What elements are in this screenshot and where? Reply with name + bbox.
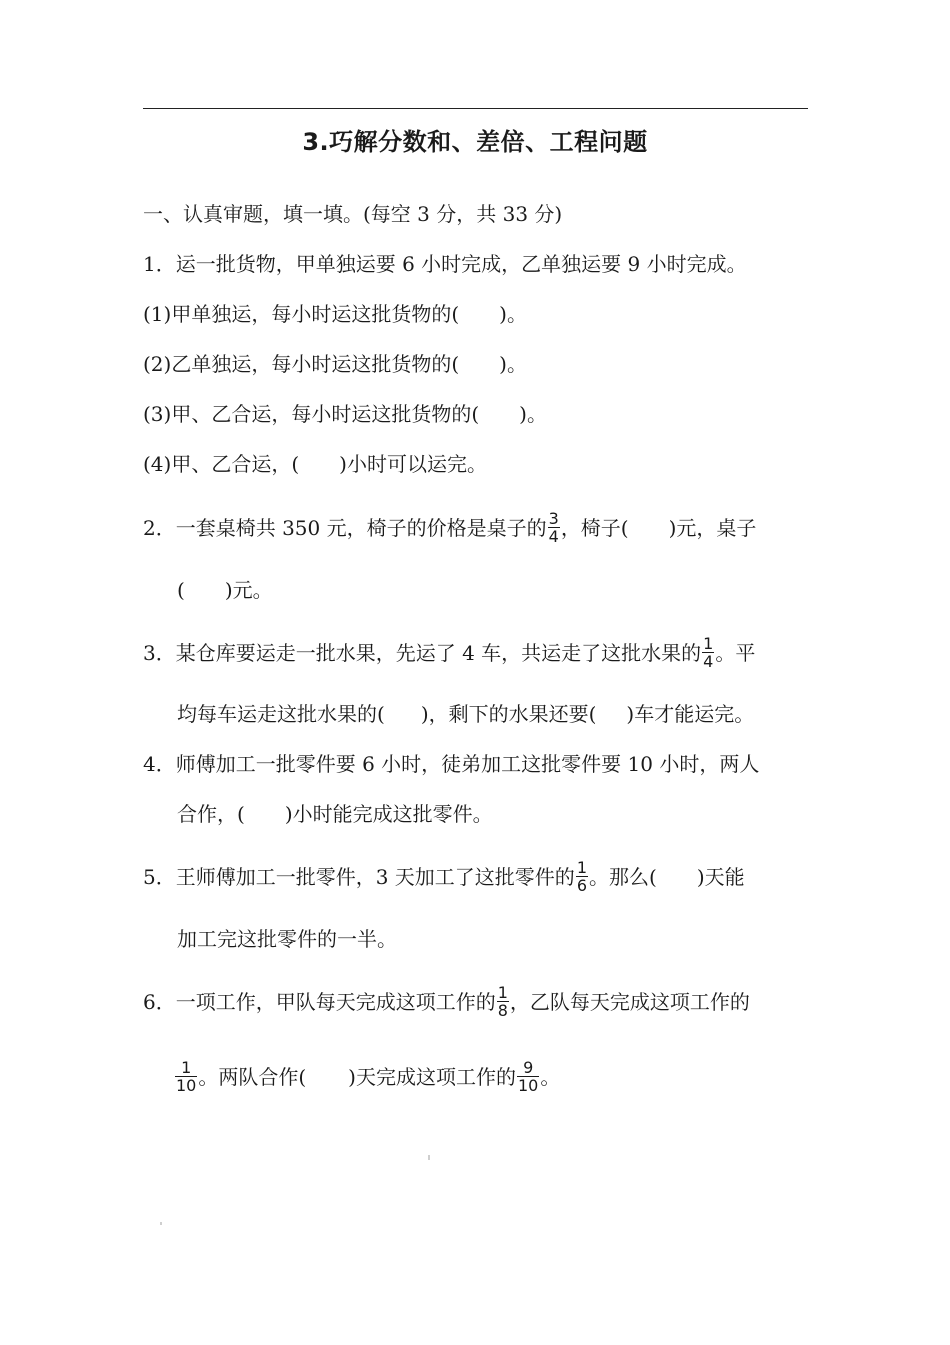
q1-part3: (3)甲、乙合运，每小时运这批货物的( )。 bbox=[143, 402, 547, 426]
q3-line2: 均每车运走这批水果的( )，剩下的水果还要( )车才能运完。 bbox=[177, 702, 755, 726]
q1-part4: (4)甲、乙合运，( )小时可以运完。 bbox=[143, 452, 487, 476]
q3-line1: 3．某仓库要运走一批水果，先运了 4 车，共运走了这批水果的 $\frac{1}{4}$ 。平 bbox=[143, 634, 756, 671]
q4-line2: 合作，( )小时能完成这批零件。 bbox=[177, 802, 493, 826]
scan-speck bbox=[160, 1222, 162, 1225]
fraction: $\frac{1}{10}$ bbox=[176, 1058, 197, 1095]
fraction: $\frac{3}{4}$ bbox=[548, 509, 559, 546]
q6-line1: 6．一项工作，甲队每天完成这项工作的 $\frac{1}{8}$ ，乙队每天完成这项工作的 bbox=[143, 983, 750, 1020]
top-rule bbox=[143, 108, 808, 109]
q5-line1: 5．王师傅加工一批零件，3 天加工了这批零件的 $\frac{1}{6}$ 。那么( )天能 bbox=[143, 858, 745, 895]
page-title: 3.巧解分数和、差倍、工程问题 bbox=[302, 128, 648, 156]
q2-line1: 2．一套桌椅共 350 元，椅子的价格是桌子的 $\frac{3}{4}$ ，椅子( )元，桌子 bbox=[143, 509, 757, 546]
fraction: $\frac{1}{6}$ bbox=[576, 858, 587, 895]
q1-part2: (2)乙单独运，每小时运这批货物的( )。 bbox=[143, 352, 527, 376]
q1-part1: (1)甲单独运，每小时运这批货物的( )。 bbox=[143, 302, 527, 326]
scan-speck bbox=[428, 1155, 430, 1160]
fraction: $\frac{9}{10}$ bbox=[517, 1058, 539, 1095]
q2-line2: ( )元。 bbox=[177, 578, 273, 602]
fraction: $\frac{1}{4}$ bbox=[703, 634, 714, 671]
fraction: $\frac{1}{8}$ bbox=[497, 983, 508, 1020]
section-heading: 一、认真审题，填一填。(每空 3 分，共 33 分) bbox=[143, 202, 563, 226]
q4-line1: 4．师傅加工一批零件要 6 小时，徒弟加工这批零件要 10 小时，两人 bbox=[143, 752, 760, 776]
q5-line2: 加工完这批零件的一半。 bbox=[177, 927, 397, 951]
q6-line2: $\frac{1}{10}$ 。两队合作( )天完成这项工作的 $\frac{9}{10}$ 。 bbox=[176, 1058, 561, 1095]
q1-stem: 1．运一批货物，甲单独运要 6 小时完成，乙单独运要 9 小时完成。 bbox=[143, 252, 747, 276]
